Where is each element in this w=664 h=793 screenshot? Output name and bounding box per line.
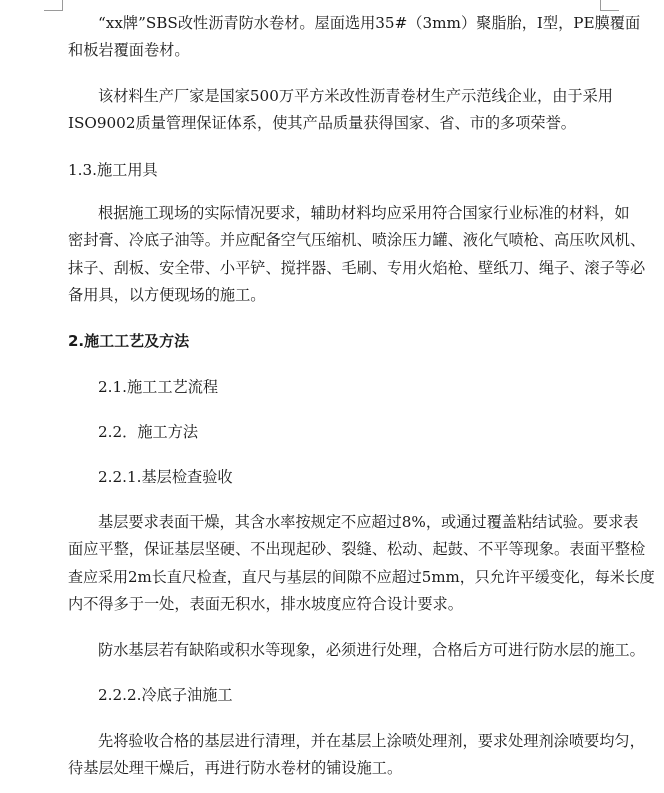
paragraph-line: ISO9002质量管理保证体系，使其产品质量获得国家、省、市的多项荣誉。: [68, 114, 576, 132]
paragraph-line: 密封膏、冷底子油等。并应配备空气压缩机、喷涂压力罐、液化气喷枪、高压吹风机、: [68, 231, 646, 249]
section-heading-2-2: 2.2．施工方法: [98, 423, 199, 441]
paragraph-line: 和板岩覆面卷材。: [68, 41, 190, 59]
paragraph-line: 基层要求表面干燥，其含水率按规定不应超过8%，或通过覆盖粘结试验。要求表: [98, 513, 639, 531]
margin-corner-mark-left: [44, 0, 63, 11]
margin-corner-mark-right: [600, 0, 619, 11]
paragraph-line: 根据施工现场的实际情况要求，辅助材料均应采用符合国家行业标准的材料，如: [98, 204, 630, 222]
section-heading-2-2-1: 2.2.1.基层检查验收: [98, 468, 233, 486]
paragraph-line: 防水基层若有缺陷或积水等现象，必须进行处理，合格后方可进行防水层的施工。: [98, 641, 645, 659]
section-heading-1-3: 1.3.施工用具: [68, 161, 158, 179]
section-heading-2: 2.施工工艺及方法: [68, 332, 190, 350]
paragraph-line: 抹子、刮板、安全带、小平铲、搅拌器、毛刷、专用火焰枪、壁纸刀、绳子、滚子等必: [68, 259, 646, 277]
paragraph-line: 查应采用2m长直尺检查，直尺与基层的间隙不应超过5mm，只允许平缓变化，每米长度: [68, 568, 655, 586]
paragraph-line: 待基层处理干燥后，再进行防水卷材的铺设施工。: [68, 759, 403, 777]
paragraph-line: 备用具，以方便现场的施工。: [68, 286, 266, 304]
section-heading-2-2-2: 2.2.2.冷底子油施工: [98, 686, 233, 704]
paragraph-line: 面应平整，保证基层坚硬、不出现起砂、裂缝、松动、起鼓、不平等现象。表面平整检: [68, 540, 646, 558]
paragraph-line: 内不得多于一处，表面无积水，排水坡度应符合设计要求。: [68, 595, 463, 613]
paragraph-line: 该材料生产厂家是国家500万平方米改性沥青卷材生产示范线企业，由于采用: [98, 87, 613, 105]
paragraph-line: “xx牌”SBS改性沥青防水卷材。屋面选用35#（3mm）聚脂胎，I型，PE膜覆面: [98, 14, 641, 32]
paragraph-line: 先将验收合格的基层进行清理，并在基层上涂喷处理剂，要求处理剂涂喷要均匀，: [98, 732, 645, 750]
section-heading-2-1: 2.1.施工工艺流程: [98, 378, 219, 396]
